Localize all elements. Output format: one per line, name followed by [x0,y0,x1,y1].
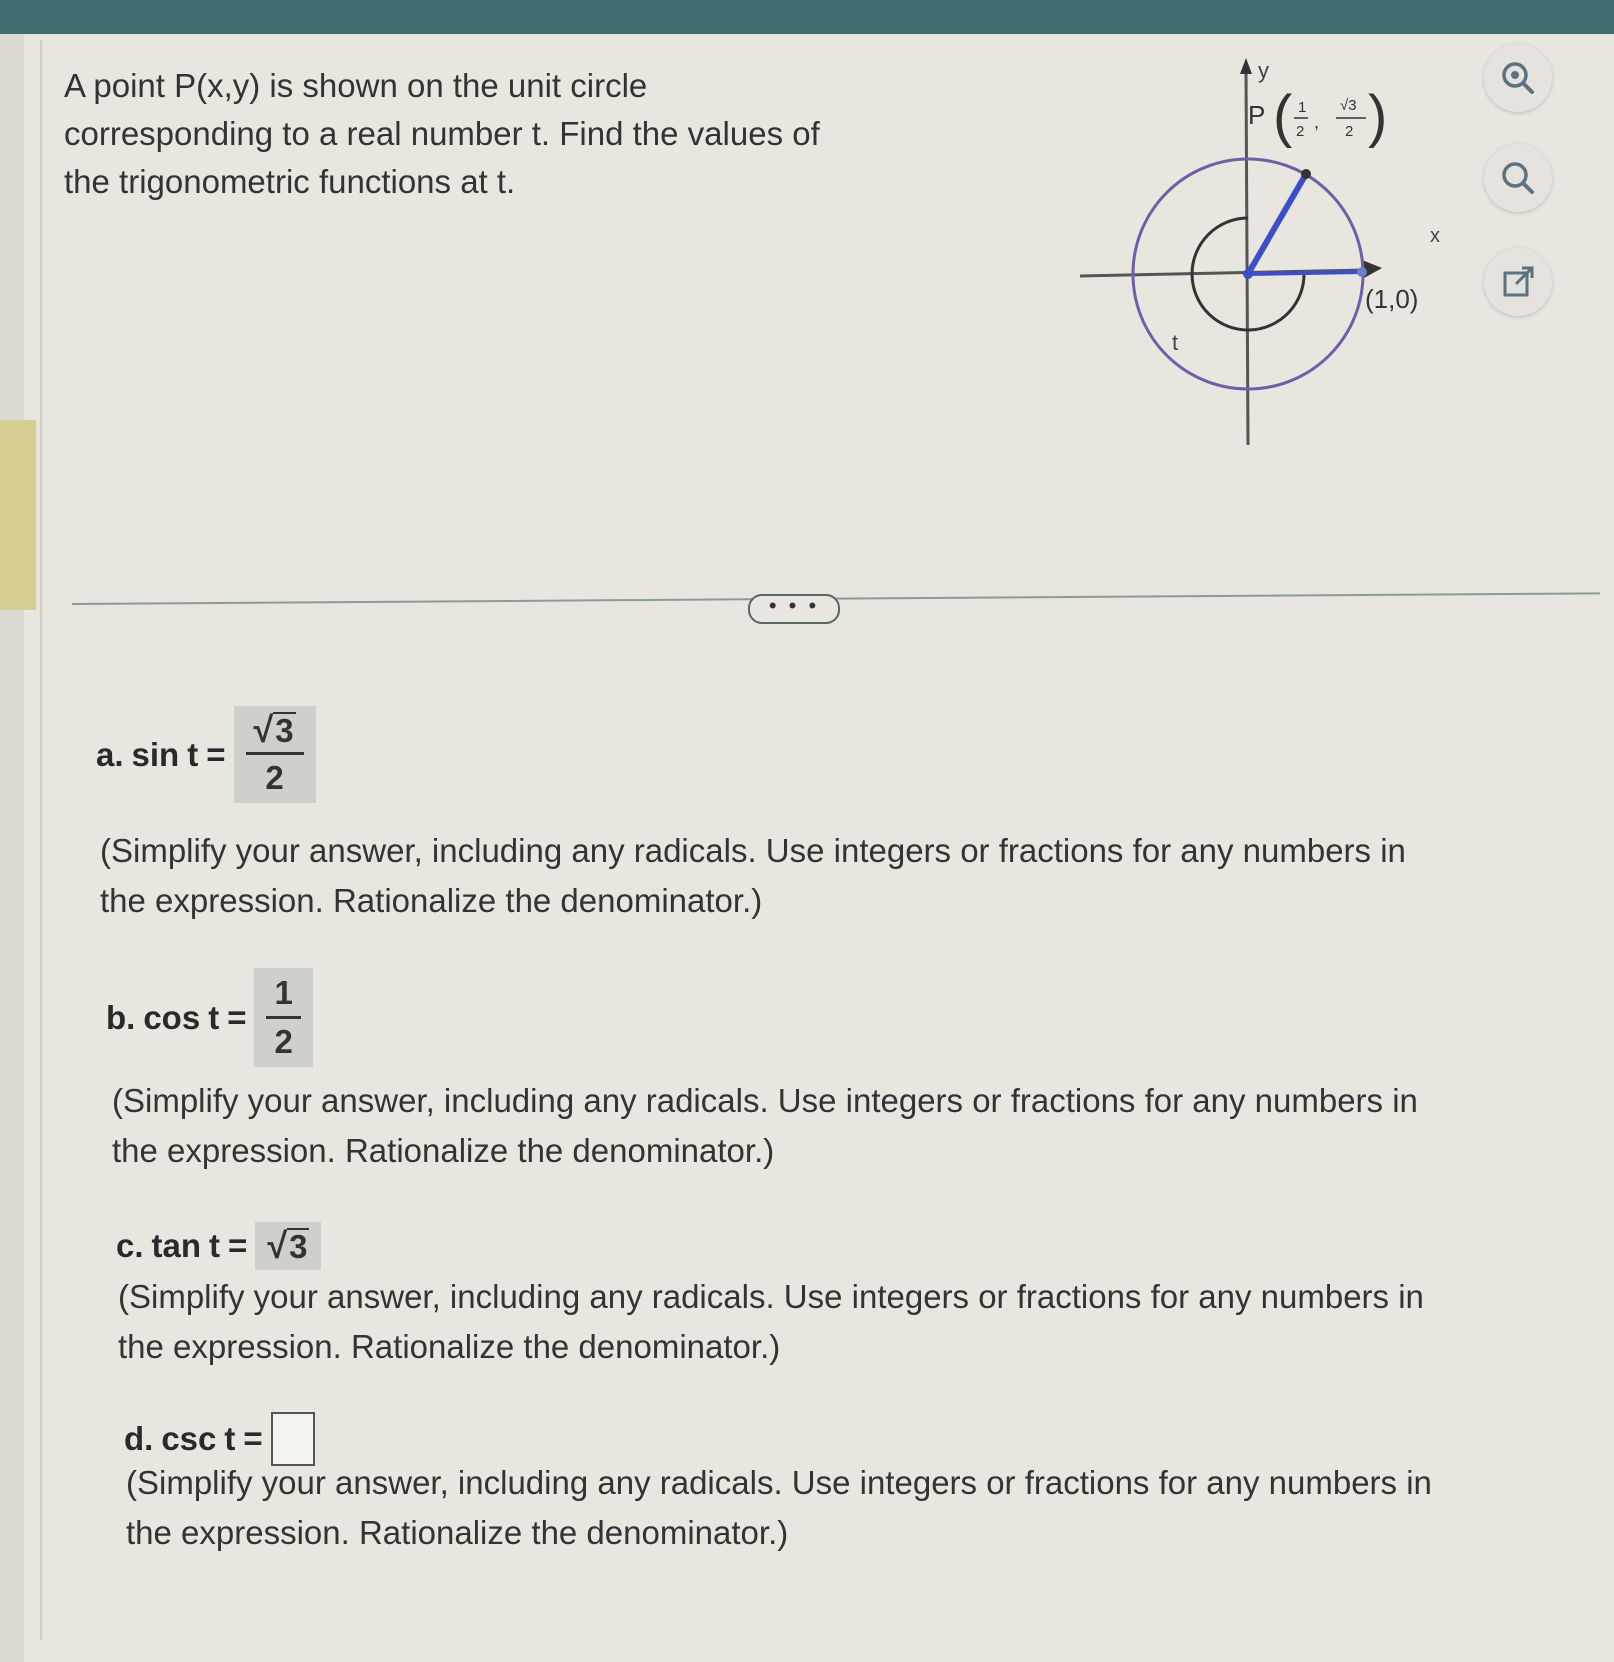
point-right-paren: ) [1368,84,1388,149]
point-p-dot [1301,169,1311,179]
part-d-variable: t [224,1420,236,1457]
part-c-equals: = [228,1227,248,1264]
instruction-line: the expression. Rationalize the denominator.) [112,1132,775,1169]
point-y-numerator: √3 [1340,97,1357,114]
part-a-answer-denominator: 2 [265,759,284,796]
part-d-label: d. [124,1420,154,1457]
part-c-radicand: 3 [289,1228,308,1265]
point-x-denominator: 2 [1296,123,1305,140]
question-line: the trigonometric functions at t. [64,163,516,200]
part-c-label: c. [116,1227,144,1264]
part-c-function: tan [151,1227,202,1264]
point-comma: , [1314,112,1320,132]
part-a [96,706,316,803]
part-d-instructions [126,1458,1586,1558]
question-text [64,62,964,206]
start-point-label: (1,0) [1365,284,1419,314]
part-b-prompt [106,968,313,1067]
left-rail [0,34,24,1662]
part-b-answer-numerator: 1 [266,974,300,1019]
zoom-in-icon [1498,58,1538,98]
instruction-line: the expression. Rationalize the denominator.) [118,1328,781,1365]
point-x-numerator: 1 [1298,99,1307,116]
part-b-equals: = [227,998,247,1036]
part-b-answer-box[interactable] [254,968,312,1067]
question-line: A point P(x,y) is shown on the unit circle [64,67,648,104]
y-axis-label: y [1258,58,1269,83]
part-d-function: csc [161,1420,217,1457]
instruction-line: (Simplify your answer, including any radicals. Use integers or fractions for any numbers in [112,1082,1418,1119]
zoom-in-button[interactable] [1484,44,1552,112]
point-label-prefix: P [1248,100,1266,130]
zoom-out-button[interactable] [1484,144,1552,212]
x-axis-label: x [1430,225,1440,247]
part-c-answer-box[interactable] [255,1222,321,1270]
question-line: corresponding to a real number t. Find the values of [64,115,820,152]
part-a-answer-numerator [246,709,304,755]
instruction-line: (Simplify your answer, including any radicals. Use integers or fractions for any numbers in [100,832,1406,869]
instruction-line: (Simplify your answer, including any radicals. Use integers or fractions for any numbers in [126,1464,1432,1501]
part-a-prompt [96,706,316,803]
radical-sign: √ [267,1225,288,1266]
part-b-function: cos [143,998,201,1036]
part-d-equals: = [243,1420,263,1457]
arc-t-label: t [1172,330,1179,355]
left-accent-bar [0,420,36,610]
panel-border [40,40,42,1640]
part-a-variable: t [187,735,199,773]
part-c-variable: t [209,1227,221,1264]
unit-circle-diagram [1060,50,1480,460]
top-bar [0,0,1614,34]
part-a-answer-box[interactable] [234,706,316,803]
popout-button[interactable] [1484,248,1552,316]
initial-radius [1248,272,1362,274]
part-a-function: sin [131,735,180,773]
expand-more-button[interactable]: • • • [748,594,840,624]
part-b-answer-denominator: 2 [274,1023,293,1060]
y-axis-arrow [1240,58,1252,74]
instruction-line: (Simplify your answer, including any radicals. Use integers or fractions for any numbers in [118,1278,1424,1315]
point-y-denominator: 2 [1345,123,1354,140]
part-c-prompt [116,1222,321,1270]
part-b [106,968,313,1067]
origin-dot [1243,269,1253,279]
radical-sign: √ [253,709,274,750]
part-a-equals: = [206,735,226,773]
terminal-radius [1248,174,1306,274]
start-point-dot [1357,267,1367,277]
part-b-variable: t [208,998,220,1036]
part-a-label: a. [96,735,124,773]
external-link-icon [1498,262,1538,302]
part-a-radicand: 3 [275,712,294,749]
part-c [116,1222,321,1270]
instruction-line: the expression. Rationalize the denominator.) [126,1514,789,1551]
instruction-line: the expression. Rationalize the denominator.) [100,882,763,919]
part-c-instructions [118,1272,1578,1372]
zoom-out-icon [1498,158,1538,198]
part-b-instructions [112,1076,1572,1176]
part-c-answer [267,1225,309,1266]
part-a-instructions [100,826,1560,926]
point-left-paren: ( [1273,84,1293,149]
part-b-label: b. [106,998,136,1036]
